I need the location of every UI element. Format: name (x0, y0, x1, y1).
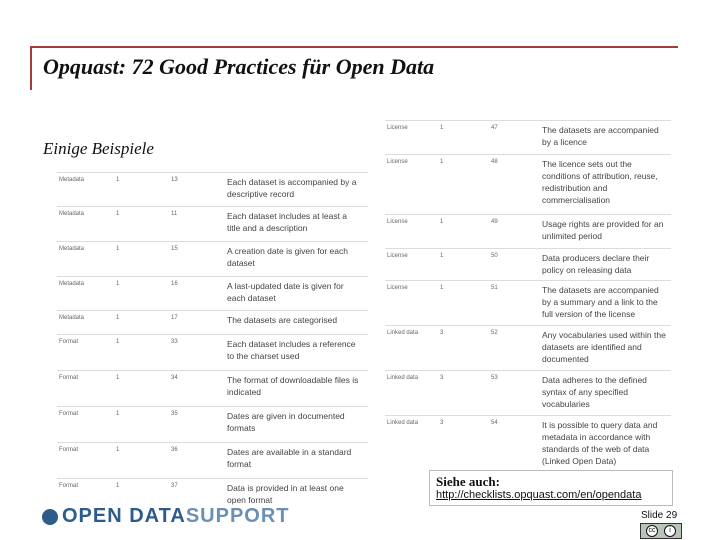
category-cell: License (387, 285, 408, 291)
id-cell: 54 (491, 420, 498, 426)
id-cell: 17 (171, 315, 178, 321)
category-cell: Linked data (387, 330, 419, 336)
checklist-table-left (57, 172, 368, 505)
description-cell: Each dataset includes at least a title and a description (227, 211, 348, 233)
category-cell: Metadata (59, 281, 85, 287)
level-cell: 1 (440, 159, 444, 165)
description-cell: Dates are given in documented formats (227, 411, 345, 433)
description-cell: Dates are available in a standard format (227, 447, 352, 469)
description-cell: Data producers declare their policy on releasing data (542, 253, 650, 275)
id-cell: 49 (491, 219, 498, 225)
see-also-label: Siehe auch: (436, 474, 500, 489)
category-cell: Metadata (59, 211, 85, 217)
category-cell: License (387, 219, 408, 225)
description-cell: Data is provided in at least one open format (227, 483, 344, 505)
id-cell: 33 (171, 339, 178, 345)
table-row (385, 325, 671, 371)
category-cell: Metadata (59, 315, 85, 321)
level-cell: 1 (116, 281, 120, 287)
id-cell: 36 (171, 447, 178, 453)
description-cell: Each dataset includes a reference to the charset used (227, 339, 356, 361)
level-cell: 1 (116, 447, 120, 453)
description-cell: The licence sets out the conditions of attribution, reuse, redistribution and commercialisation (542, 159, 658, 205)
table-row (385, 415, 671, 474)
level-cell: 1 (440, 285, 444, 291)
id-cell: 50 (491, 253, 498, 259)
id-cell: 13 (171, 177, 178, 183)
table-row (57, 334, 368, 371)
category-cell: License (387, 125, 408, 131)
category-cell: Format (59, 339, 79, 345)
table-row (57, 241, 368, 277)
see-also-link[interactable]: http://checklists.opquast.com/en/opendata (436, 489, 642, 501)
table-row (57, 172, 368, 207)
id-cell: 51 (491, 285, 498, 291)
creative-commons-icon: cc i (640, 523, 682, 539)
table-row (385, 154, 671, 215)
category-cell: Format (59, 375, 79, 381)
description-cell: Any vocabularies used within the datasets are identified and documented (542, 330, 666, 364)
id-cell: 11 (171, 211, 178, 217)
see-also-box (429, 470, 673, 506)
category-cell: Linked data (387, 375, 419, 381)
table-row (57, 206, 368, 242)
level-cell: 1 (116, 375, 120, 381)
slide-number: Slide 29 (641, 510, 678, 521)
description-cell: A last-updated date is given for each dataset (227, 281, 344, 303)
description-cell: Usage rights are provided for an unlimited period (542, 219, 664, 241)
id-cell: 34 (171, 375, 178, 381)
level-cell: 1 (116, 246, 120, 252)
level-cell: 1 (116, 211, 120, 217)
category-cell: Format (59, 483, 79, 489)
logo-mark-icon (42, 509, 58, 525)
table-row (385, 280, 671, 326)
level-cell: 1 (116, 483, 120, 489)
table-row (57, 276, 368, 311)
level-cell: 3 (440, 375, 444, 381)
id-cell: 52 (491, 330, 498, 336)
id-cell: 48 (491, 159, 498, 165)
category-cell: Metadata (59, 246, 85, 252)
id-cell: 16 (171, 281, 178, 287)
id-cell: 15 (171, 246, 178, 252)
category-cell: License (387, 159, 408, 165)
table-row (57, 442, 368, 479)
description-cell: The datasets are accompanied by a licence (542, 125, 659, 147)
level-cell: 1 (116, 177, 120, 183)
category-cell: Format (59, 411, 79, 417)
description-cell: Each dataset is accompanied by a descriptive record (227, 177, 357, 199)
table-row (57, 310, 368, 335)
id-cell: 35 (171, 411, 178, 417)
level-cell: 3 (440, 420, 444, 426)
table-row (385, 120, 671, 155)
category-cell: Linked data (387, 420, 419, 426)
category-cell: Format (59, 447, 79, 453)
table-row (385, 214, 671, 249)
table-row (57, 370, 368, 407)
description-cell: The datasets are accompanied by a summary and a link to the full version of the license (542, 285, 659, 319)
description-cell: A creation date is given for each dataset (227, 246, 348, 268)
table-row (57, 406, 368, 443)
table-row (57, 478, 368, 503)
id-cell: 53 (491, 375, 498, 381)
level-cell: 1 (116, 339, 120, 345)
slide-subtitle: Einige Beispiele (43, 139, 154, 158)
level-cell: 1 (440, 253, 444, 259)
description-cell: It is possible to query data and metadata in accordance with standards of the web of data (Linked Open Data) (542, 420, 658, 466)
category-cell: License (387, 253, 408, 259)
category-cell: Metadata (59, 177, 85, 183)
description-cell: Data adheres to the defined syntax of any specified vocabularies (542, 375, 647, 409)
checklist-table-right (385, 120, 671, 475)
id-cell: 47 (491, 125, 498, 131)
description-cell: The datasets are categorised (227, 315, 338, 325)
level-cell: 3 (440, 330, 444, 336)
title-frame-left (30, 46, 32, 90)
id-cell: 37 (171, 483, 178, 489)
level-cell: 1 (116, 411, 120, 417)
table-row (385, 370, 671, 416)
level-cell: 1 (440, 125, 444, 131)
table-row (385, 248, 671, 281)
logo-wordmark: OPEN DATASUPPORT (62, 505, 290, 527)
description-cell: The format of downloadable files is indicated (227, 375, 359, 397)
slide-title: Opquast: 72 Good Practices für Open Data (43, 54, 435, 79)
level-cell: 1 (440, 219, 444, 225)
level-cell: 1 (116, 315, 120, 321)
title-frame-top (30, 46, 678, 48)
